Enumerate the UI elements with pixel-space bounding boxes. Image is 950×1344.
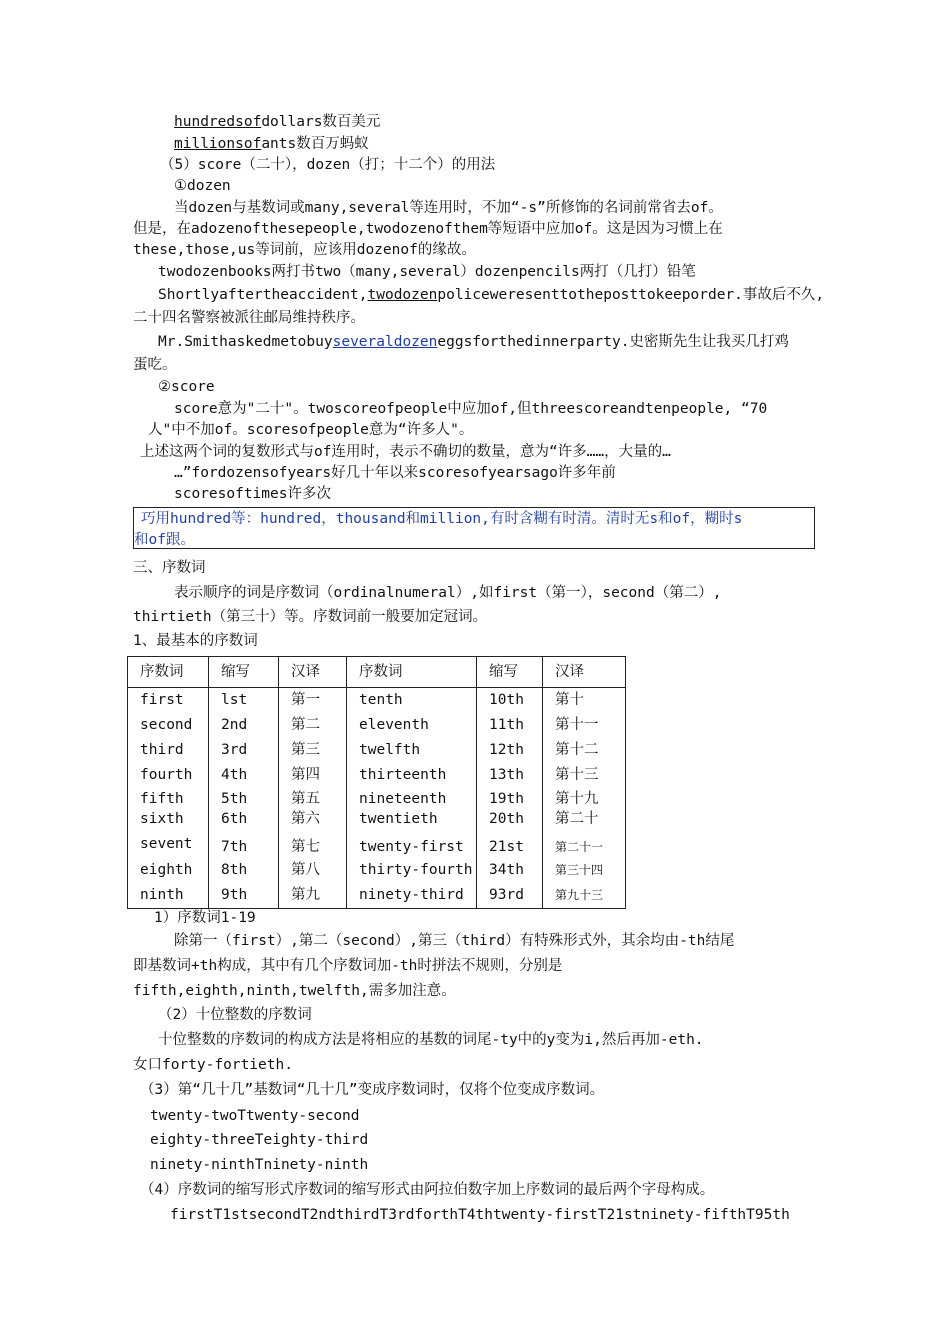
table-cell: 第十二	[543, 738, 626, 763]
table-cell: 13th	[477, 763, 543, 788]
subheading-dozen: ①dozen	[174, 178, 231, 194]
example-line: twenty-twoTtwenty-second	[150, 1108, 360, 1124]
table-header-cell: 汉译	[279, 657, 347, 688]
table-cell: 5th	[209, 788, 279, 810]
ordinal-table	[127, 656, 626, 909]
table-header-cell: 缩写	[477, 657, 543, 688]
table-cell: 7th	[209, 836, 279, 858]
underlined-phrase: millionsof	[174, 136, 262, 152]
paragraph-line: 十位整数的序数词的构成方法是将相应的基数的词尾-ty中的y变为i,然后再加-eth.	[158, 1032, 704, 1048]
table-row	[128, 810, 626, 836]
paragraph-line: 女口forty-fortieth.	[133, 1057, 293, 1073]
paragraph-line: 但是，在adozenofthesepeople,twodozenofthem等短语中应加of。这是因为习惯上在	[133, 221, 723, 237]
paragraph-line: 当dozen与基数词或many,several等连用时，不加“-s”所修饰的名词前常省去of。	[174, 200, 723, 216]
example-translation: 二十四名警察被派往邮局维持秩序。	[133, 310, 365, 326]
subheading-ordinals-1-19: 1）序数词1-19	[154, 910, 256, 926]
section-heading-ordinals: 三、序数词	[133, 560, 206, 576]
table-row	[128, 763, 626, 788]
table-cell: fifth	[128, 788, 209, 810]
table-cell: ninth	[128, 883, 209, 909]
table-cell: 第二十一	[543, 836, 626, 858]
table-cell: sevent	[128, 836, 209, 858]
table-cell: 第二	[279, 713, 347, 738]
subheading-tens-ordinals: （2）十位整数的序数词	[158, 1007, 312, 1023]
example-line: twodozenbooks两打书two（many,several）dozenpencils两打（几打）铅笔	[158, 264, 696, 280]
table-cell: sixth	[128, 810, 209, 836]
table-cell: 第三	[279, 738, 347, 763]
table-cell: nineteenth	[347, 788, 477, 810]
table-cell: lst	[209, 688, 279, 714]
table-cell: 6th	[209, 810, 279, 836]
table-header-cell: 汉译	[543, 657, 626, 688]
line-text: dollars数百美元	[261, 114, 381, 130]
table-header-row	[128, 657, 626, 688]
table-cell: 4th	[209, 763, 279, 788]
line-hundreds	[174, 112, 380, 132]
table-cell: 第一	[279, 688, 347, 714]
table-cell: 第十三	[543, 763, 626, 788]
table-row	[128, 883, 626, 909]
table-cell: 第九十三	[543, 883, 626, 909]
subheading-score-dozen: （5）score（二十），dozen（打；十二个）的用法	[160, 157, 496, 173]
table-cell: 20th	[477, 810, 543, 836]
table-cell: twentieth	[347, 810, 477, 836]
table-cell: 93rd	[477, 883, 543, 909]
table-header-cell: 序数词	[128, 657, 209, 688]
line-text: eggsforthedinnerparty.史密斯先生让我买几打鸡	[437, 334, 789, 350]
table-cell: 第四	[279, 763, 347, 788]
table-row	[128, 858, 626, 883]
table-row	[128, 688, 626, 714]
table-header-cell: 序数词	[347, 657, 477, 688]
table-cell: first	[128, 688, 209, 714]
example-line: ninety-ninthTninety-ninth	[150, 1157, 369, 1173]
table-row	[128, 738, 626, 763]
example-line: firstT1stsecondT2ndthirdT3rdforthT4thtwenty-firstT21stninety-fifthT95th	[170, 1207, 790, 1223]
paragraph-line: 人"中不加of。scoresofpeople意为“许多人"。	[148, 422, 474, 438]
table-cell: eighth	[128, 858, 209, 883]
line-text: Shortlyaftertheaccident,	[158, 287, 368, 303]
table-cell: third	[128, 738, 209, 763]
table-cell: ninety-third	[347, 883, 477, 909]
table-cell: twelfth	[347, 738, 477, 763]
table-row	[128, 713, 626, 738]
table-cell: 34th	[477, 858, 543, 883]
subheading-basic-ordinals: 1、最基本的序数词	[133, 633, 258, 649]
line-text: policeweresenttotheposttokeeporder.事故后不久,	[437, 287, 825, 303]
table-cell: 9th	[209, 883, 279, 909]
table-cell: 2nd	[209, 713, 279, 738]
example-line	[158, 332, 789, 352]
paragraph-line: thirtieth（第三十）等。序数词前一般要加定冠词。	[133, 609, 488, 625]
underlined-phrase: severaldozen	[332, 334, 438, 350]
example-line: eighty-threeTeighty-third	[150, 1132, 369, 1148]
table-cell: 第八	[279, 858, 347, 883]
table-cell: 21st	[477, 836, 543, 858]
table-row	[128, 836, 626, 858]
table-cell: 第三十四	[543, 858, 626, 883]
table-row	[128, 788, 626, 810]
table-header-cell: 缩写	[209, 657, 279, 688]
paragraph-line: these,those,us等词前，应该用dozenof的缘故。	[133, 242, 476, 258]
paragraph-line: fifth,eighth,ninth,twelfth,需多加注意。	[133, 983, 456, 999]
line-text: Mr.Smithaskedmetobuy	[158, 334, 333, 350]
table-cell: thirty-fourth	[347, 858, 477, 883]
line-millions	[174, 134, 369, 154]
paragraph-line: 即基数词+th构成，其中有几个序数词加-th时拼法不规则，分别是	[133, 958, 563, 974]
line-text: ants数百万蚂蚁	[261, 136, 369, 152]
underlined-phrase: twodozen	[367, 287, 438, 303]
table-cell: tenth	[347, 688, 477, 714]
table-cell: 10th	[477, 688, 543, 714]
paragraph-line: scoresoftimes许多次	[174, 486, 331, 502]
paragraph-line: score意为"二十"。twoscoreofpeople中应加of,但threescoreandtenpeople, “70	[174, 401, 768, 417]
table-cell: 11th	[477, 713, 543, 738]
paragraph-line: …”fordozensofyears好几十年以来scoresofyearsago许多年前	[174, 465, 616, 481]
paragraph-line: 表示顺序的词是序数词（ordinalnumeral）,如first（第一），second（第二）,	[174, 585, 722, 601]
paragraph-line: 除第一（first）,第二（second）,第三（third）有特殊形式外，其余均由-th结尾	[174, 933, 735, 949]
example-line	[158, 285, 824, 305]
table-cell: second	[128, 713, 209, 738]
table-cell: 3rd	[209, 738, 279, 763]
example-translation: 蛋吃。	[133, 357, 177, 373]
paragraph-line: 上述这两个词的复数形式与of连用时，表示不确切的数量，意为“许多……，大量的…	[140, 444, 671, 460]
table-cell: 第六	[279, 810, 347, 836]
table-cell: 第十一	[543, 713, 626, 738]
table-cell: 第七	[279, 836, 347, 858]
table-cell: 第十九	[543, 788, 626, 810]
table-cell: 第九	[279, 883, 347, 909]
table-cell: 第十	[543, 688, 626, 714]
mnemonic-note-line: 和of跟。	[134, 532, 195, 548]
table-cell: 第二十	[543, 810, 626, 836]
mnemonic-note-line: 巧用hundred等：hundred，thousand和million,有时含糊有时清。清时无s和of，糊时s	[141, 511, 743, 527]
underlined-phrase: hundredsof	[174, 114, 262, 130]
subheading-abbreviations: （4）序数词的缩写形式序数词的缩写形式由阿拉伯数字加上序数词的最后两个字母构成。	[140, 1182, 715, 1198]
table-cell: twenty-first	[347, 836, 477, 858]
table-cell: thirteenth	[347, 763, 477, 788]
table-cell: 8th	[209, 858, 279, 883]
table-cell: 19th	[477, 788, 543, 810]
subheading-compound-ordinals: （3）第“几十几”基数词“几十几”变成序数词时，仅将个位变成序数词。	[140, 1082, 605, 1098]
subheading-score: ②score	[158, 379, 215, 395]
table-cell: 第五	[279, 788, 347, 810]
table-cell: fourth	[128, 763, 209, 788]
table-cell: eleventh	[347, 713, 477, 738]
table-cell: 12th	[477, 738, 543, 763]
